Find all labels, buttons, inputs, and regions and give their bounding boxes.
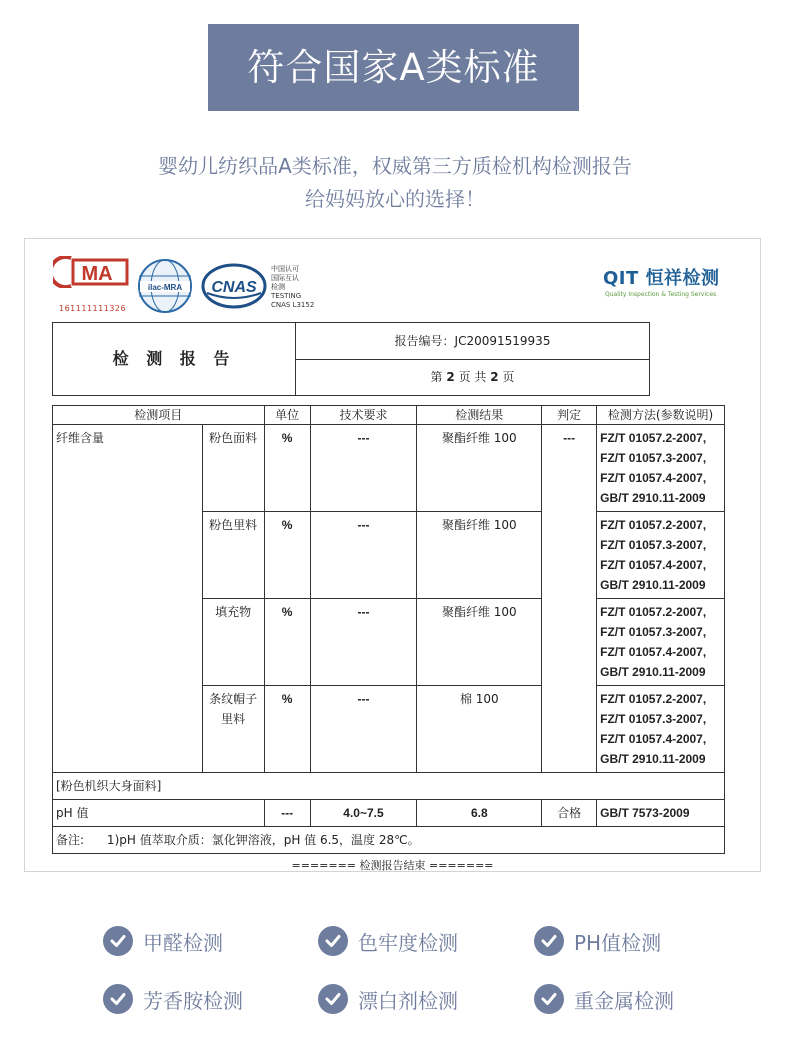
result-cell: 聚酯纤维 100 — [417, 512, 542, 599]
qit-logo — [603, 264, 720, 298]
header-cell: 技术要求 — [310, 406, 417, 425]
check-label: 芳香胺检测 — [143, 988, 243, 1013]
method-cell — [597, 425, 725, 512]
qit-sub: Quality Inspection & Testing Services — [605, 291, 717, 298]
report-page-info — [296, 360, 649, 395]
table-row — [53, 425, 725, 512]
header-cell: 检测方法(参数说明) — [597, 406, 725, 425]
item-cell — [202, 686, 264, 773]
item-cell: 粉色里料 — [202, 512, 264, 599]
results-table — [52, 405, 725, 854]
note-row — [53, 827, 725, 854]
check-label: 甲醛检测 — [143, 930, 223, 955]
cnas-logo-icon — [201, 263, 267, 309]
qit-brand: QIT — [603, 268, 639, 289]
subtitle-line-1: 婴幼儿纺织品A类标准，权威第三方质检机构检测报告 — [158, 154, 632, 178]
method-line: FZ/T 01057.4-2007, — [600, 558, 707, 572]
method-line: FZ/T 01057.2-2007, — [600, 605, 707, 619]
method-line: FZ/T 01057.3-2007, — [600, 712, 707, 726]
cnas-line: 国际互认 — [271, 274, 299, 282]
check-item — [103, 925, 223, 957]
ilac-mra-logo-icon — [137, 258, 193, 314]
method-line: GB/T 2910.11-2009 — [600, 491, 706, 505]
header-cell: 单位 — [264, 406, 310, 425]
check-label: 色牢度检测 — [358, 930, 458, 955]
check-item — [318, 925, 458, 957]
cnas-line: 检测 — [271, 283, 285, 291]
verdict-cell: --- — [542, 425, 597, 773]
note-text: 备注: 1)pH 值萃取介质：氯化钾溶液，pH 值 6.5，温度 28℃。 — [53, 827, 725, 854]
table-header-row — [53, 406, 725, 425]
header-cell: 检测项目 — [53, 406, 265, 425]
cnas-line: CNAS L3152 — [271, 301, 315, 309]
category-cell: 纤维含量 — [53, 425, 203, 773]
cnas-line: TESTING — [271, 292, 302, 300]
check-icon — [103, 926, 133, 956]
page-total: 2 — [490, 370, 499, 384]
result-cell: 聚酯纤维 100 — [417, 425, 542, 512]
unit-cell: % — [264, 425, 310, 512]
ilac-text: ilac-MRA — [147, 283, 183, 292]
cma-logo-icon — [53, 256, 129, 288]
method-line: FZ/T 01057.4-2007, — [600, 471, 707, 485]
check-icon — [103, 984, 133, 1014]
ph-verdict: 合格 — [542, 800, 597, 827]
cnas-line: 中国认可 — [271, 265, 299, 273]
check-item — [318, 983, 458, 1015]
method-line: FZ/T 01057.3-2007, — [600, 625, 707, 639]
ph-req: 4.0~7.5 — [310, 800, 417, 827]
method-line: FZ/T 01057.2-2007, — [600, 518, 707, 532]
method-line: GB/T 2910.11-2009 — [600, 578, 706, 592]
item-cell: 粉色面料 — [202, 425, 264, 512]
ph-unit: --- — [264, 800, 310, 827]
req-cell: --- — [310, 686, 417, 773]
item-line: 里料 — [221, 712, 246, 726]
unit-cell: % — [264, 512, 310, 599]
check-item — [103, 983, 243, 1015]
cnas-text: CNAS — [211, 279, 257, 296]
method-line: FZ/T 01057.3-2007, — [600, 451, 707, 465]
item-line: 条纹帽子 — [209, 692, 258, 706]
method-line: GB/T 2910.11-2009 — [600, 665, 706, 679]
method-line: FZ/T 01057.3-2007, — [600, 538, 707, 552]
unit-cell: % — [264, 599, 310, 686]
subtitle-line-2: 给妈妈放心的选择！ — [305, 187, 485, 211]
check-label: 重金属检测 — [574, 988, 674, 1013]
check-label: 漂白剂检测 — [358, 988, 458, 1013]
header-cell: 检测结果 — [417, 406, 542, 425]
ph-method: GB/T 7573-2009 — [597, 800, 725, 827]
check-icon — [534, 926, 564, 956]
check-item — [534, 983, 674, 1015]
ma-text: MA — [81, 263, 113, 285]
check-icon — [534, 984, 564, 1014]
section-label: [粉色机织大身面料] — [53, 773, 725, 800]
report-number: 报告编号：JC20091519935 — [296, 323, 649, 360]
method-line: FZ/T 01057.4-2007, — [600, 732, 707, 746]
req-cell: --- — [310, 512, 417, 599]
ph-result: 6.8 — [417, 800, 542, 827]
page-pre: 第 — [430, 370, 443, 384]
check-icon — [318, 926, 348, 956]
page-current: 2 — [446, 370, 455, 384]
section-row — [53, 773, 725, 800]
check-icon — [318, 984, 348, 1014]
page-mid: 页 共 — [458, 370, 487, 384]
method-line: FZ/T 01057.4-2007, — [600, 645, 707, 659]
cnas-caption — [271, 265, 314, 310]
method-cell — [597, 512, 725, 599]
ph-item: pH 值 — [53, 800, 265, 827]
page-post: 页 — [502, 370, 515, 384]
header-cell: 判定 — [542, 406, 597, 425]
result-cell: 聚酯纤维 100 — [417, 599, 542, 686]
qit-cn: 恒祥检测 — [645, 268, 720, 289]
unit-cell: % — [264, 686, 310, 773]
method-line: GB/T 2910.11-2009 — [600, 752, 706, 766]
result-cell: 棉 100 — [417, 686, 542, 773]
check-item — [534, 925, 661, 957]
test-report — [24, 238, 761, 872]
report-title: 检 测 报 告 — [53, 323, 296, 395]
method-line: FZ/T 01057.2-2007, — [600, 431, 707, 445]
ma-number: 161111111326 — [59, 304, 127, 313]
req-cell: --- — [310, 599, 417, 686]
report-header-box — [52, 322, 650, 396]
check-label: PH值检测 — [574, 930, 662, 955]
method-line: FZ/T 01057.2-2007, — [600, 692, 707, 706]
method-cell — [597, 599, 725, 686]
method-cell — [597, 686, 725, 773]
report-end: ======= 检测报告结束 ======= — [291, 859, 494, 872]
banner-title: 符合国家A类标准 — [208, 24, 579, 111]
ph-row — [53, 800, 725, 827]
req-cell: --- — [310, 425, 417, 512]
item-cell: 填充物 — [202, 599, 264, 686]
